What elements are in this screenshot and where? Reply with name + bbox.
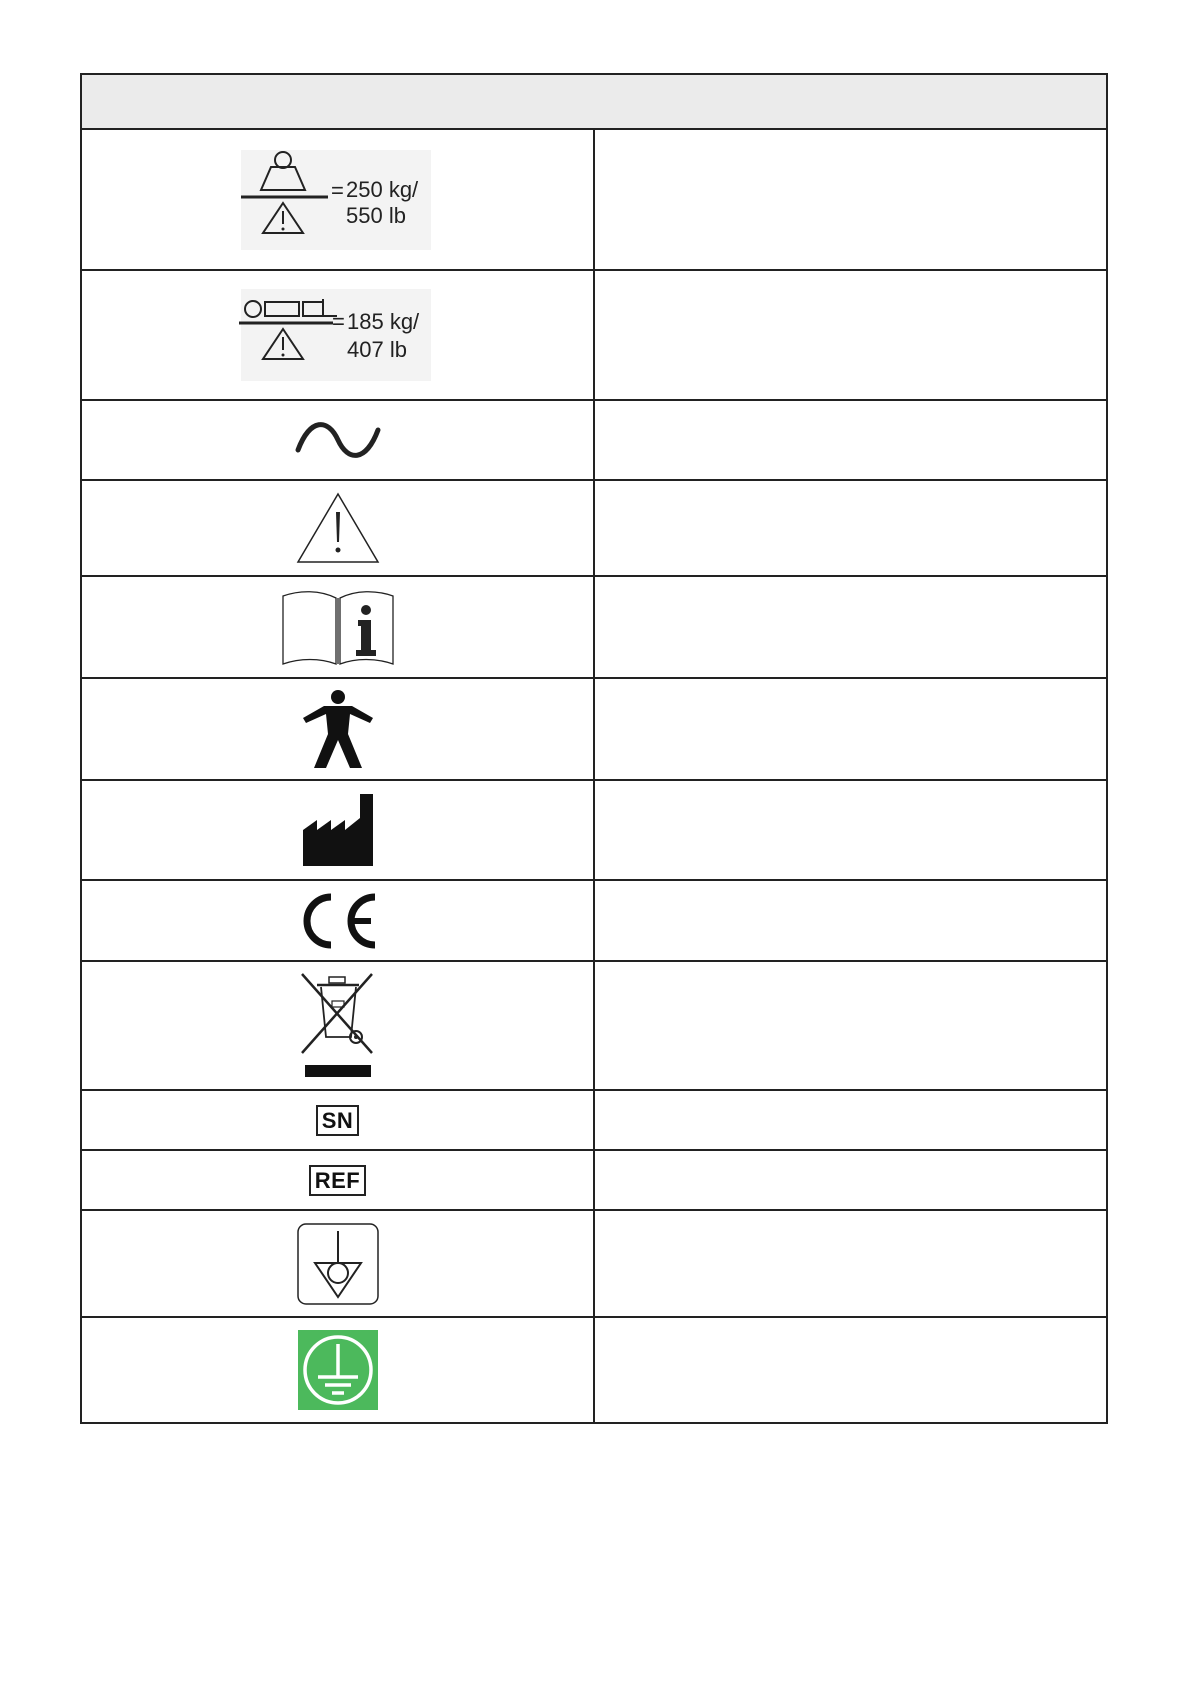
- description-cell: [594, 1150, 1107, 1210]
- table-row: [81, 576, 1107, 678]
- symbol-cell: [81, 678, 594, 780]
- weee-crossed-bin-icon: [299, 971, 377, 1081]
- table-header-cell: [81, 74, 1107, 129]
- table-row: [81, 1090, 1107, 1150]
- table-row: [81, 270, 1107, 400]
- symbol-cell: [81, 400, 594, 480]
- description-cell: [594, 1317, 1107, 1423]
- reference-number-icon: REF: [309, 1165, 367, 1196]
- description-cell: [594, 576, 1107, 678]
- description-cell: [594, 678, 1107, 780]
- symbol-cell: [81, 576, 594, 678]
- type-b-applied-part-icon: [298, 688, 378, 770]
- symbol-cell: [81, 1150, 594, 1210]
- description-cell: [594, 780, 1107, 880]
- table-row: [81, 961, 1107, 1090]
- svg-text:=: =: [331, 309, 345, 334]
- caution-triangle-icon: [293, 490, 383, 566]
- description-cell: [594, 880, 1107, 961]
- svg-text:=: =: [330, 177, 344, 203]
- table-header-row: [81, 74, 1107, 129]
- symbol-cell: [81, 129, 594, 270]
- table-row: [81, 1210, 1107, 1317]
- table-row: [81, 880, 1107, 961]
- mpw-value-lb: 407 lb: [346, 337, 407, 362]
- table-row: [81, 1150, 1107, 1210]
- symbol-cell: [81, 1210, 594, 1317]
- description-cell: [594, 1210, 1107, 1317]
- description-cell: [594, 961, 1107, 1090]
- swl-value-kg: 250 kg/: [345, 176, 418, 202]
- serial-number-icon: SN: [316, 1105, 360, 1136]
- symbol-cell: [81, 1090, 594, 1150]
- symbol-cell: [81, 1317, 594, 1423]
- symbol-cell: [81, 880, 594, 961]
- description-cell: [594, 129, 1107, 270]
- symbol-cell: [81, 961, 594, 1090]
- table-row: [81, 480, 1107, 576]
- max-patient-weight-icon: [233, 285, 443, 385]
- protective-earth-icon: [298, 1330, 378, 1410]
- symbol-cell: [81, 480, 594, 576]
- ce-mark-icon: [297, 891, 379, 951]
- operating-instructions-icon: [280, 588, 396, 666]
- description-cell: [594, 1090, 1107, 1150]
- manufacturer-factory-icon: [300, 792, 376, 868]
- safe-working-load-icon: [233, 145, 443, 255]
- description-cell: [594, 400, 1107, 480]
- swl-value-lb: 550 lb: [345, 202, 406, 228]
- description-cell: [594, 270, 1107, 400]
- symbol-cell: [81, 780, 594, 880]
- table-row: [81, 129, 1107, 270]
- table-row: [81, 1317, 1107, 1423]
- description-cell: [594, 480, 1107, 576]
- table-row: [81, 678, 1107, 780]
- alternating-current-icon: [288, 410, 388, 470]
- symbols-table: [80, 73, 1108, 1424]
- symbol-cell: [81, 270, 594, 400]
- mpw-value-kg: 185 kg/: [346, 309, 419, 334]
- table-row: [81, 780, 1107, 880]
- equipotential-icon: [297, 1223, 379, 1305]
- table-row: [81, 400, 1107, 480]
